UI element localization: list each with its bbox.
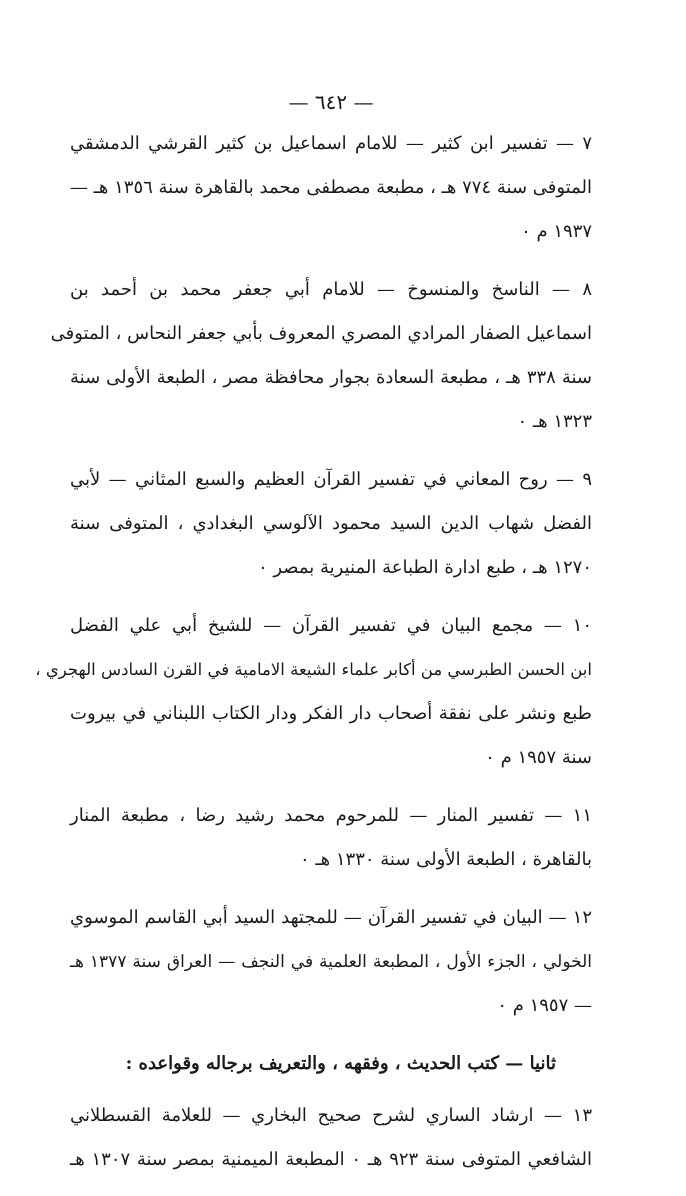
entry-line: الخولي ، الجزء الأول ، المطبعة العلمية في النجف — العراق سنة ١٣٧٧ هـ	[70, 952, 592, 972]
entry-line: ٩ — روح المعاني في تفسير القرآن العظيم والسبع المثاني — لأبي	[70, 469, 592, 490]
entry-line: سنة ١٩٥٧ م ٠	[485, 747, 592, 768]
entry-line: المتوفى سنة ٧٧٤ هـ ، مطبعة مصطفى محمد بالقاهرة سنة ١٣٥٦ هـ —	[69, 177, 592, 198]
entry-line: ابن الحسن الطبرسي من أكابر علماء الشيعة الامامية في القرن السادس الهجري ،	[35, 660, 592, 679]
entry-line: — ١٩٥٧ م ٠	[497, 995, 592, 1016]
entry-line: ١٣٢٣ هـ ٠	[517, 411, 592, 432]
entry-line: ١٢ — البيان في تفسير القرآن — للمجتهد السيد أبي القاسم الموسوي	[70, 907, 592, 928]
bibliography-entry-10	[35, 604, 592, 780]
entry-line: بالقاهرة ، الطبعة الأولى سنة ١٣٣٠ هـ ٠	[299, 849, 592, 870]
entry-line: سنة ٣٣٨ هـ ، مطبعة السعادة بجوار محافظة مصر ، الطبعة الأولى سنة	[70, 367, 592, 388]
entry-line: ١٩٣٧ م ٠	[521, 221, 592, 242]
section-heading: ثانيا — كتب الحديث ، وفقهه ، والتعريف برجاله وقواعده :	[125, 1053, 556, 1074]
entry-line: اسماعيل الصفار المرادي المصري المعروف بأبي جعفر النحاس ، المتوفى	[50, 323, 592, 344]
entry-line: الشافعي المتوفى سنة ٩٢٣ هـ ٠ المطبعة الميمنية بمصر سنة ١٣٠٧ هـ	[70, 1149, 592, 1170]
document-page	[35, 82, 592, 1196]
entry-line: ٧ — تفسير ابن كثير — للامام اسماعيل بن كثير القرشي الدمشقي	[70, 133, 592, 154]
entry-line: ١٢٧٠ هـ ، طبع ادارة الطباعة المنيرية بمصر ٠	[257, 557, 592, 578]
bibliography-entry-12	[70, 896, 592, 1028]
bibliography-entry-7	[70, 122, 592, 254]
bibliography-entry-11	[70, 794, 592, 882]
bibliography-entry-13	[70, 1094, 592, 1182]
entry-line: طبع ونشر على نفقة أصحاب دار الفكر ودار الكتاب اللبناني في بيروت	[70, 703, 592, 724]
entry-line: ١١ — تفسير المنار — للمرحوم محمد رشيد رضا ، مطبعة المنار	[70, 805, 592, 826]
entry-line: الفضل شهاب الدين السيد محمود الآلوسي البغدادي ، المتوفى سنة	[70, 513, 592, 534]
entry-line: ١٠ — مجمع البيان في تفسير القرآن — للشيخ أبي علي الفضل	[70, 615, 592, 636]
entry-line: ١٣ — ارشاد الساري لشرح صحيح البخاري — للعلامة القسطلاني	[70, 1105, 592, 1126]
bibliography-entry-9	[70, 458, 592, 590]
page-number: — ٦٤٢ —	[288, 90, 374, 114]
bibliography-entry-8	[50, 268, 592, 444]
entry-line: ٨ — الناسخ والمنسوخ — للامام أبي جعفر محمد بن أحمد بن	[70, 279, 592, 300]
